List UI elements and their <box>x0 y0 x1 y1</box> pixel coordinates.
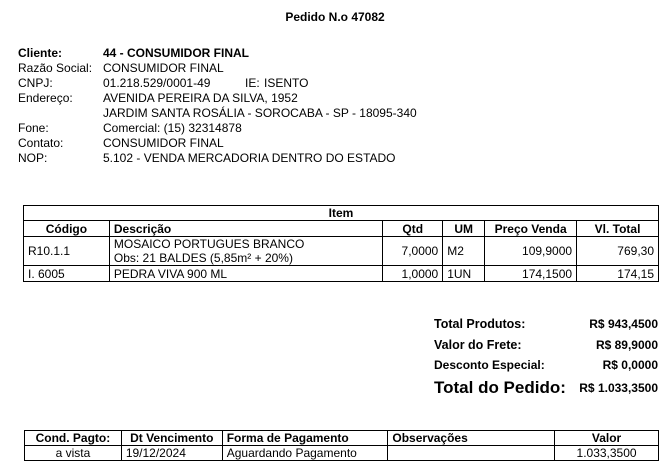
endereco-line2: JARDIM SANTA ROSÁLIA - SOROCABA - SP - 18095-340 <box>103 106 417 120</box>
col-forma-pagamento: Forma de Pagamento <box>222 431 388 446</box>
valor-frete-value: R$ 89,9000 <box>595 338 658 352</box>
cell-descricao <box>109 237 382 266</box>
cell-observacoes <box>388 446 555 461</box>
fone-label: Fone: <box>18 121 49 135</box>
contato-label: Contato: <box>18 136 64 150</box>
cell-preco: 174,1500 <box>485 266 577 282</box>
valor-frete-label: Valor do Frete: <box>434 338 522 352</box>
item-description: MOSAICO PORTUGUES BRANCO <box>113 237 305 251</box>
col-total: Vl. Total <box>577 221 659 237</box>
col-codigo: Código <box>24 221 110 237</box>
col-um: UM <box>443 221 485 237</box>
payment-header-row <box>25 431 659 446</box>
payment-table <box>24 430 659 461</box>
cell-valor: 1.033,3500 <box>555 446 659 461</box>
cell-forma-pagamento: Aguardando Pagamento <box>222 446 388 461</box>
page-title: Pedido N.o 47082 <box>285 10 385 24</box>
col-qtd: Qtd <box>383 221 443 237</box>
total-produtos-label: Total Produtos: <box>434 317 526 331</box>
table-row <box>25 446 659 461</box>
cnpj-value: 01.218.529/0001-49 <box>103 76 211 90</box>
cell-um: M2 <box>443 237 485 266</box>
col-descricao: Descrição <box>109 221 382 237</box>
total-produtos-value: R$ 943,4500 <box>589 317 658 331</box>
cliente-label: Cliente: <box>18 46 63 60</box>
desconto-value: R$ 0,0000 <box>602 358 658 372</box>
ie-label: IE: <box>245 76 260 90</box>
col-valor: Valor <box>555 431 659 446</box>
cell-preco: 109,9000 <box>485 237 577 266</box>
endereco-line1: AVENIDA PEREIRA DA SILVA, 1952 <box>103 91 298 105</box>
col-observacoes: Observações <box>388 431 555 446</box>
cell-total: 769,30 <box>577 237 659 266</box>
col-cond-pagto: Cond. Pagto: <box>25 431 122 446</box>
table-row <box>24 266 659 282</box>
razao-social-value: CONSUMIDOR FINAL <box>103 61 224 75</box>
cell-um: 1UN <box>443 266 485 282</box>
cliente-value: 44 - CONSUMIDOR FINAL <box>103 46 250 60</box>
cell-qtd: 7,0000 <box>383 237 443 266</box>
col-dt-vencimento: Dt Vencimento <box>121 431 222 446</box>
fone-value: Comercial: (15) 32314878 <box>103 121 242 135</box>
col-preco: Preço Venda <box>485 221 577 237</box>
total-pedido-label: Total do Pedido: <box>434 378 566 397</box>
desconto-label: Desconto Especial: <box>434 358 545 372</box>
cell-codigo: I. 6005 <box>24 266 110 282</box>
total-pedido-value: R$ 1.033,3500 <box>579 381 658 395</box>
razao-social-label: Razão Social: <box>18 61 93 75</box>
cell-descricao: PEDRA VIVA 900 ML <box>109 266 382 282</box>
items-header-row <box>24 221 659 237</box>
cell-codigo: R10.1.1 <box>24 237 110 266</box>
items-caption: Item <box>24 206 659 221</box>
cell-cond-pagto: a vista <box>25 446 122 461</box>
contato-value: CONSUMIDOR FINAL <box>103 136 224 150</box>
cnpj-label: CNPJ: <box>18 76 53 90</box>
cell-total: 174,15 <box>577 266 659 282</box>
ie-value: ISENTO <box>264 76 309 90</box>
table-row <box>24 237 659 266</box>
endereco-label: Endereço: <box>18 91 73 105</box>
cell-dt-vencimento: 19/12/2024 <box>121 446 222 461</box>
cell-qtd: 1,0000 <box>383 266 443 282</box>
nop-label: NOP: <box>18 151 48 165</box>
items-table <box>23 205 659 282</box>
nop-value: 5.102 - VENDA MERCADORIA DENTRO DO ESTADO <box>103 151 396 165</box>
item-obs: Obs: 21 BALDES (5,85m² + 20%) <box>113 251 293 265</box>
